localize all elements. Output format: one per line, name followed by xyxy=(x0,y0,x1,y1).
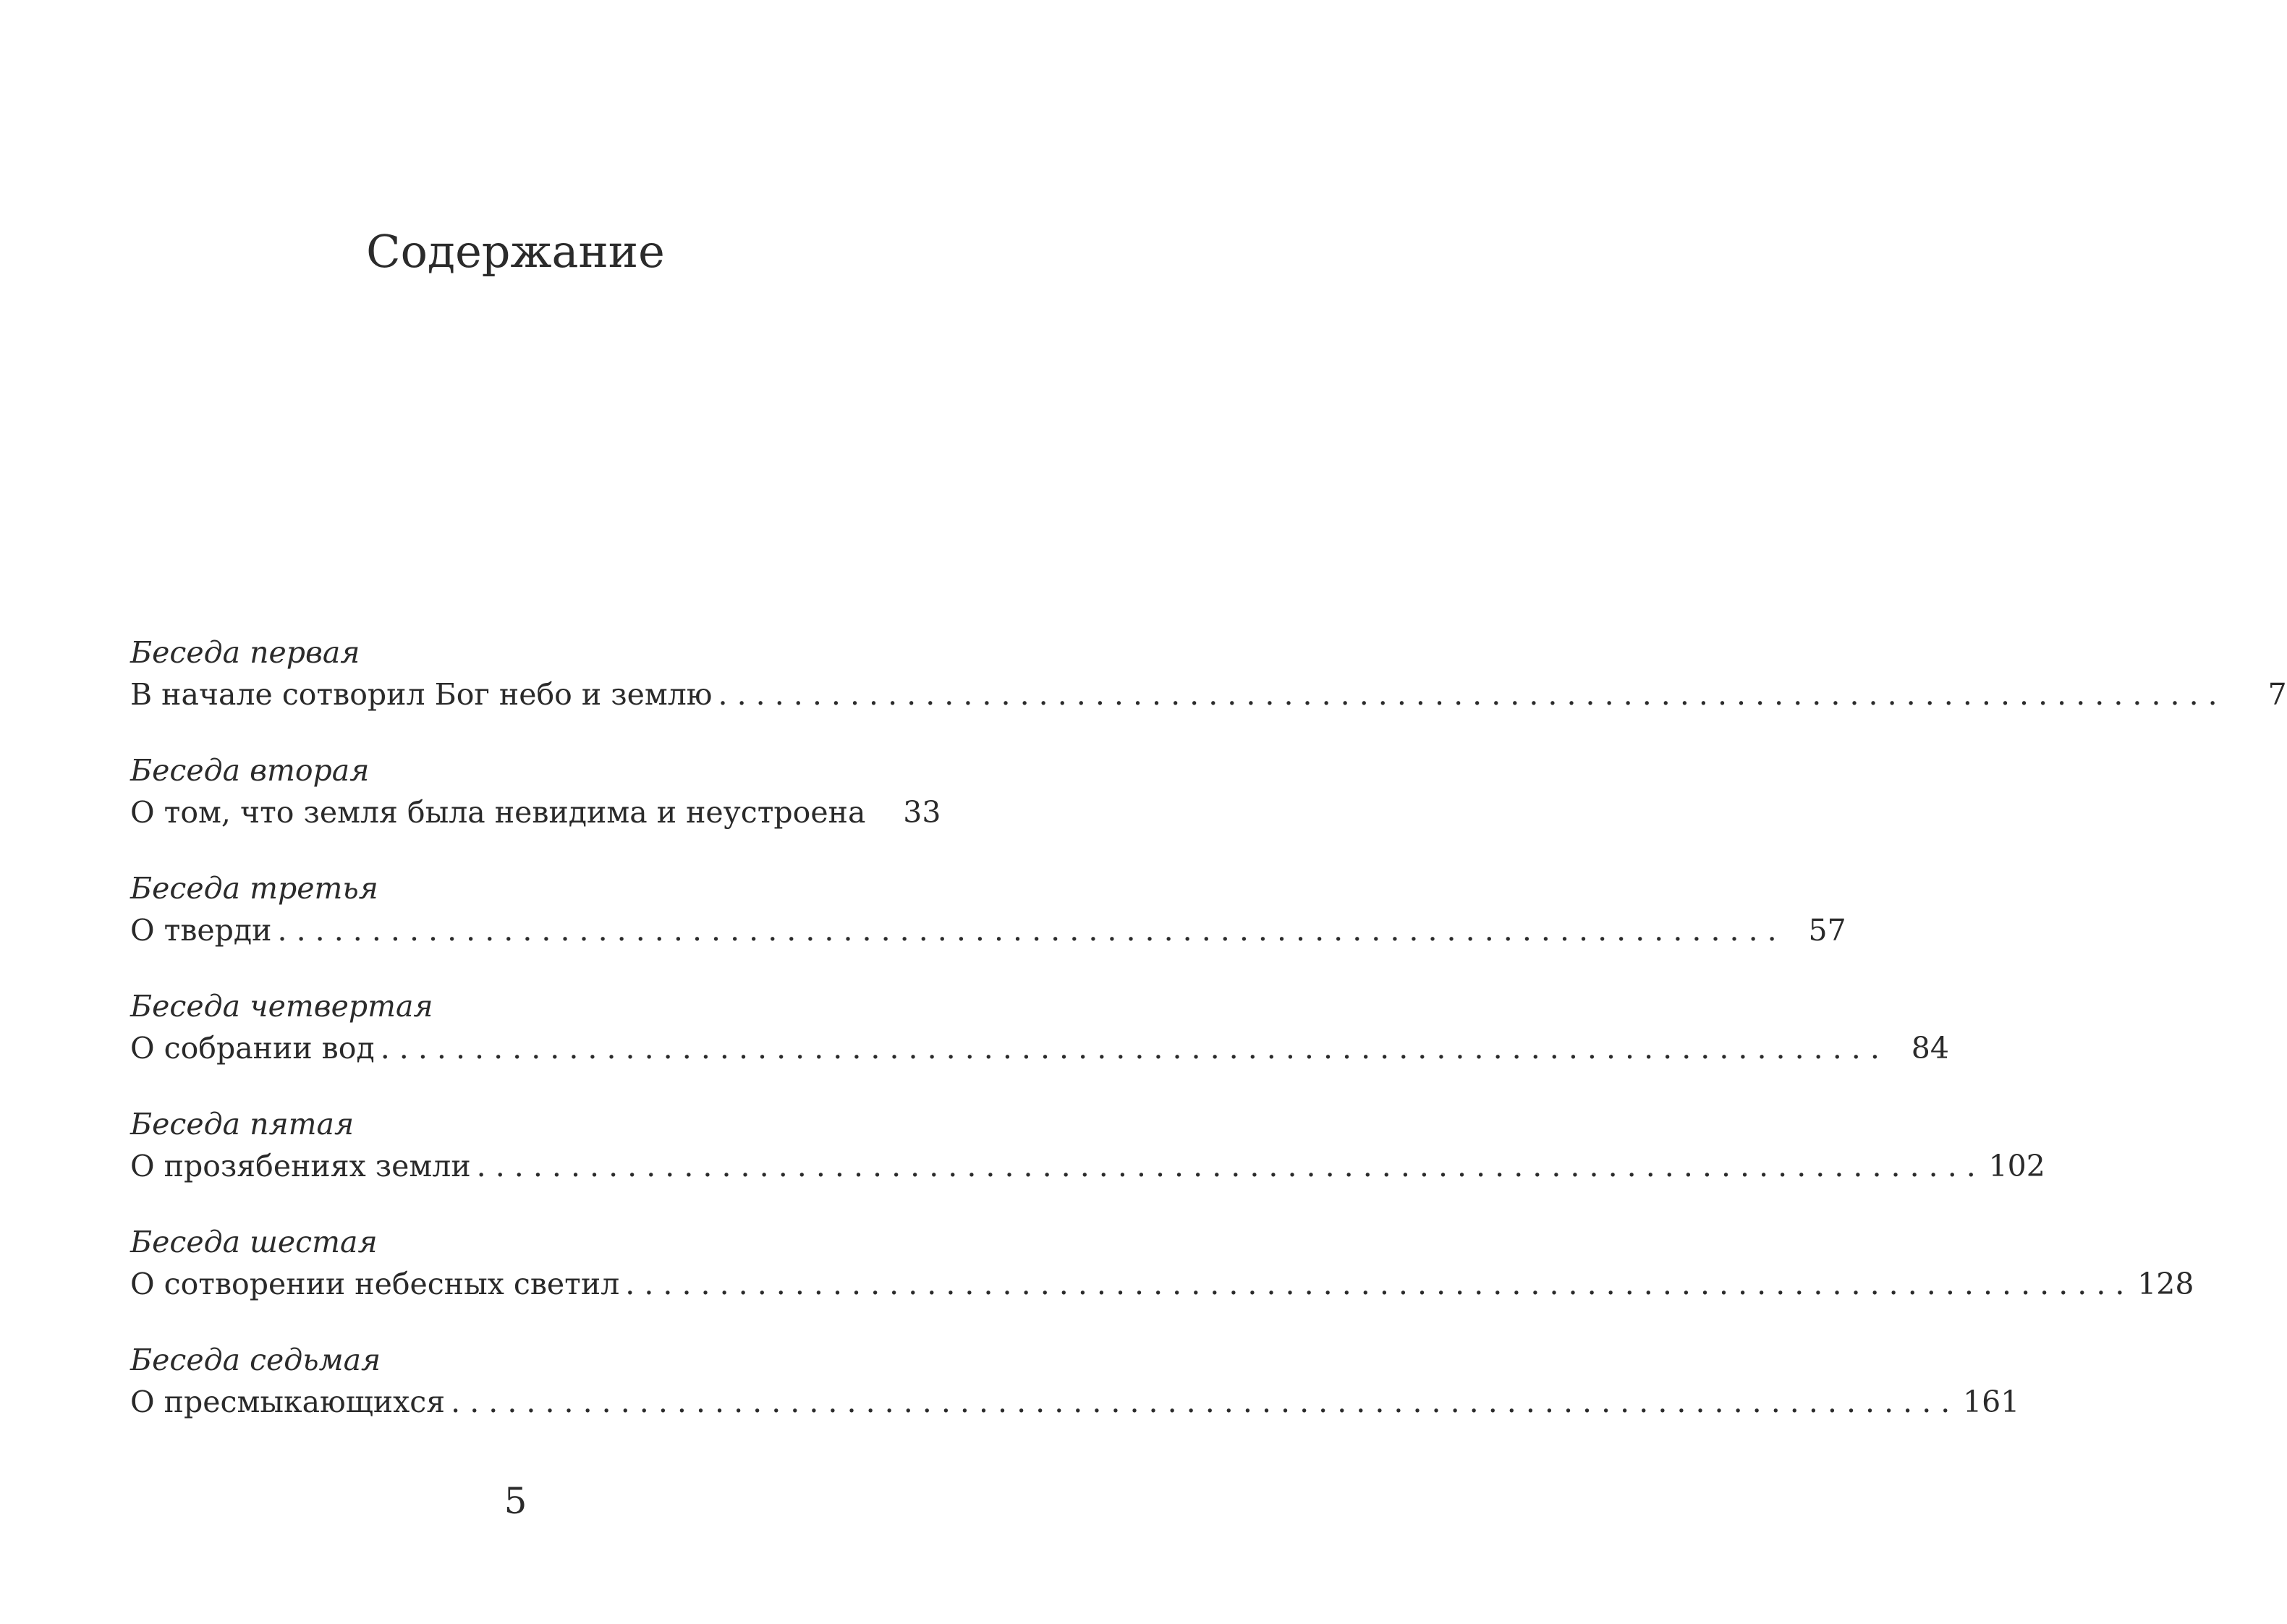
toc-entry xyxy=(130,749,941,867)
entry-title: В начале сотворил Бог небо и землю xyxy=(130,677,713,712)
dot-leader: . . . . . . . . . . . . . . . . . . . . . . . . . . . . . . . . . . . . . . . . . . . . . . . . . . . . . . . . . . . . . . . . . . . . . . . . . . . . . . . . xyxy=(451,1385,1951,1419)
entry-line[interactable] xyxy=(130,1145,2045,1187)
entry-page-number: 102 xyxy=(1988,1149,2045,1183)
entry-page-number: 33 xyxy=(903,795,941,830)
dot-leader: . . . . . . . . . . . . . . . . . . . . . . . . . . . . . . . . . . . . . . . . . . . . . . . . . . . . . . . . . . . . . . . . . . . . . . . . . . . . . . . . xyxy=(625,1267,2125,1301)
entry-page-number: 57 xyxy=(1808,913,1846,948)
entry-title: О собрании вод xyxy=(130,1031,375,1066)
dot-leader: . . . . . . . . . . . . . . . . . . . . . . . . . . . . . . . . . . . . . . . . . . . . . . . . . . . . . . . . . . . . . . . . . . . . . . . . . . . . . . . . xyxy=(476,1149,1976,1183)
entry-line[interactable] xyxy=(130,1381,2020,1423)
dot-leader: . . . . . . . . . . . . . . . . . . . . . . . . . . . . . . . . . . . . . . . . . . . . . . . . . . . . . . . . . . . . . . . . . . . . . . . . . . . . . . . . xyxy=(718,677,2218,712)
toc-entry xyxy=(130,1103,2045,1221)
dot-leader: . . . . . . . . . . . . . . . . . . . . . . . . . . . . . . . . . . . . . . . . . . . . . . . . . . . . . . . . . . . . . . . . . . . . . . . . . . . . . . . . xyxy=(277,913,1777,948)
entry-label: Беседа седьмая xyxy=(130,1343,381,1377)
entry-page-number: 128 xyxy=(2137,1267,2194,1301)
entry-line[interactable] xyxy=(130,909,1846,951)
entry-page-number: 84 xyxy=(1911,1031,1949,1066)
entry-label: Беседа третья xyxy=(130,871,378,906)
entry-page-number: 161 xyxy=(1963,1385,2020,1419)
entry-label: Беседа первая xyxy=(130,635,360,670)
dot-leader: . . . . . . . . . . . . . . . . . . . . . . . . . . . . . . . . . . . . . . . . . . . . . . . . . . . . . . . . . . . . . . . . . . . . . . . . . . . . . . . . xyxy=(380,1031,1880,1066)
entry-title: О прозябениях земли xyxy=(130,1149,471,1183)
entry-line[interactable] xyxy=(130,791,941,833)
entry-line[interactable] xyxy=(130,673,2287,715)
toc-entry xyxy=(130,985,1949,1103)
entry-label: Беседа четвертая xyxy=(130,989,433,1024)
toc-entry xyxy=(130,867,1846,985)
entry-line[interactable] xyxy=(130,1263,2194,1305)
entry-title: О пресмыкающихся xyxy=(130,1385,446,1419)
table-of-contents xyxy=(130,632,2287,1457)
entry-label: Беседа пятая xyxy=(130,1107,355,1142)
entry-title: О сотворении небесных светил xyxy=(130,1267,620,1301)
page-number: 5 xyxy=(504,1480,527,1522)
entry-label: Беседа шестая xyxy=(130,1225,378,1259)
entry-title: О тверди xyxy=(130,913,272,948)
entry-title: О том, что земля была невидима и неустроена xyxy=(130,795,866,830)
entry-page-number: 7 xyxy=(2267,677,2287,712)
toc-entry xyxy=(130,632,2287,749)
toc-entry xyxy=(130,1221,2194,1339)
entry-label: Беседа вторая xyxy=(130,753,370,788)
page-title: Содержание xyxy=(366,225,665,278)
toc-entry xyxy=(130,1339,2020,1457)
entry-line[interactable] xyxy=(130,1027,1949,1069)
